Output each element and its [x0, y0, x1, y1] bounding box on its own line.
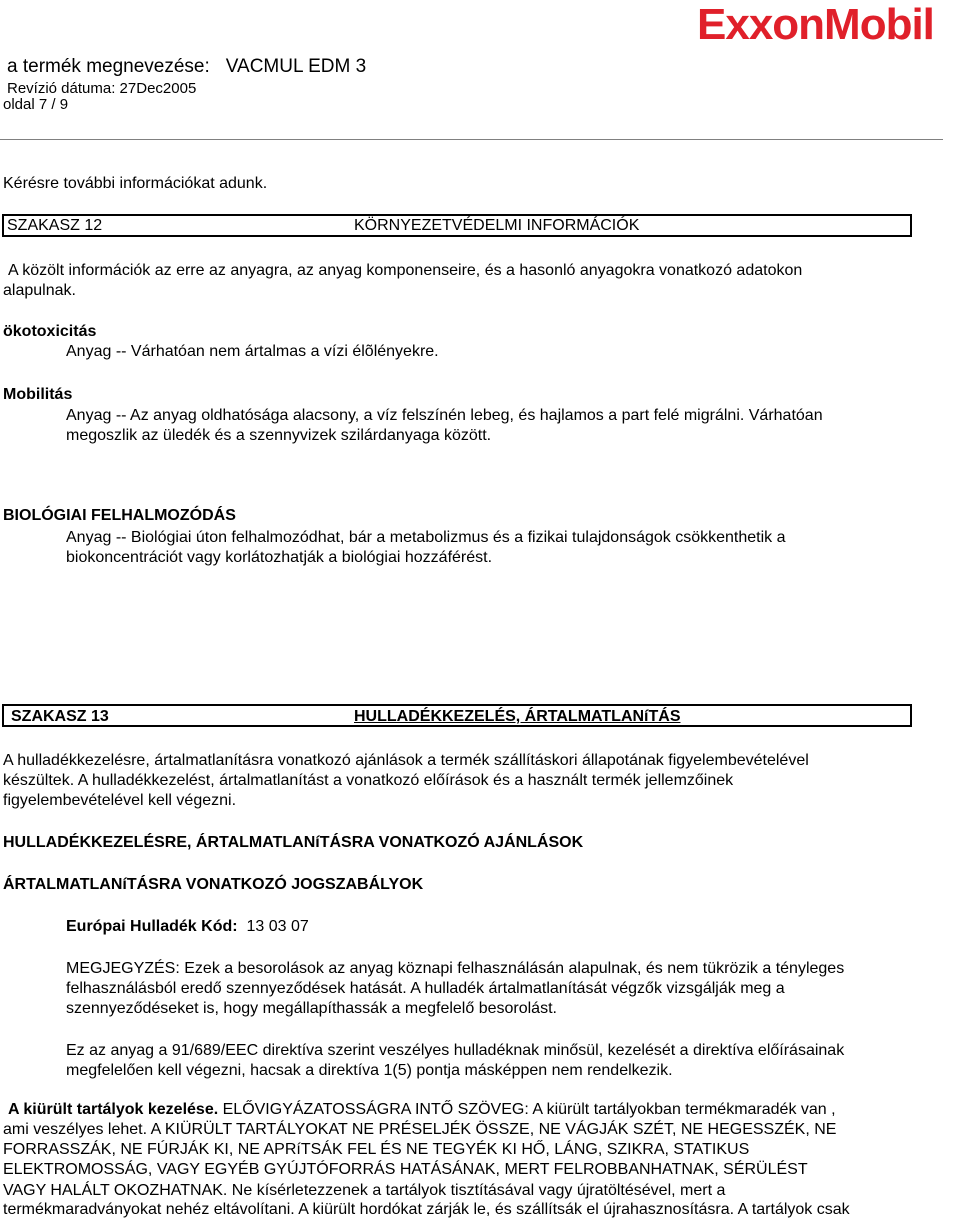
- empty-containers-text-5: VAGY HALÁLT OKOZHATNAK. Ne kísérletezzenek a tartályok tisztításával vagy újratöltésével, mert a: [3, 1182, 726, 1199]
- section-12-title: KÖRNYEZETVÉDELMI INFORMÁCIÓK: [354, 217, 640, 234]
- note-text-1: MEGJEGYZÉS: Ezek a besorolások az anyag köznapi felhasználásán alapulnak, és nem tükrözik a tényleges: [66, 960, 845, 977]
- empty-containers-line-1: [8, 1100, 836, 1120]
- directive-text-2: megfelelően kell végezni, hacsak a direktíva 1(5) pontja másképpen nem rendelkezik.: [66, 1062, 673, 1079]
- empty-containers-text-4: ELEKTROMOSSÁG, VAGY EGYÉB GYÚJTÓFORRÁS HATÁSÁNAK, MERT FELROBBANHATNAK, SÉRÜLÉST: [3, 1161, 808, 1178]
- mobility-text-2: megoszlik az üledék és a szennyvizek szilárdanyaga között.: [66, 427, 492, 444]
- empty-containers-text-2: ami veszélyes lehet. A KIÜRÜLT TARTÁLYOKAT NE PRÉSELJÉK ÖSSZE, NE VÁGJÁK SZÉT, NE HEGESSZÉK, NE: [3, 1121, 837, 1138]
- empty-containers-text-6: termékmaradványokat nehéz eltávolítani. A kiürült hordókat zárják le, és szállítsák el újrahasznosításra. A tartályok csak: [3, 1201, 850, 1218]
- waste-code-line: [66, 917, 309, 937]
- recommendations-heading: HULLADÉKKEZELÉSRE, ÁRTALMATLANíTÁSRA VONATKOZÓ AJÁNLÁSOK: [3, 834, 584, 851]
- mobility-heading: Mobilitás: [3, 386, 73, 403]
- note-text-2: felhasználásból eredő szennyeződések hatását. A hulladék ártalmatlanítását végzők vizsgálják meg a: [66, 980, 785, 997]
- page-number: oldal 7 / 9: [3, 96, 69, 113]
- product-label: a termék megnevezése:: [7, 56, 210, 77]
- empty-containers-text-1: ELŐVIGYÁZATOSSÁGRA INTŐ SZÖVEG: A kiürült tartályokban termékmaradék van ,: [218, 1101, 836, 1118]
- waste-code-label: Európai Hulladék Kód:: [66, 918, 238, 935]
- bioaccumulation-text-1: Anyag -- Biológiai úton felhalmozódhat, bár a metabolizmus és a fizikai tulajdonságok csökkenthetik a: [66, 529, 786, 546]
- section-13-lead-3: figyelembevételével kell végezni.: [3, 792, 237, 809]
- empty-containers-heading: A kiürült tartályok kezelése.: [8, 1101, 219, 1118]
- section-12-number: SZAKASZ 12: [7, 217, 103, 234]
- mobility-text-1: Anyag -- Az anyag oldhatósága alacsony, a víz felszínén lebeg, és hajlamos a part felé migrálni. Várhatóan: [66, 407, 823, 424]
- bioaccumulation-text-2: biokoncentrációt vagy korlátozhatják a biológiai hozzáférést.: [66, 549, 493, 566]
- header-divider: [0, 139, 943, 140]
- note-text-3: szennyeződéseket is, hogy megállapíthassák a megfelelő besorolást.: [66, 1000, 557, 1017]
- directive-text-1: Ez az anyag a 91/689/EEC direktíva szerint veszélyes hulladéknak minősül, kezelését a direktíva előírásainak: [66, 1042, 845, 1059]
- bioaccumulation-heading: BIOLÓGIAI FELHALMOZÓDÁS: [3, 507, 236, 524]
- section-13-lead-2: készültek. A hulladékkezelést, ártalmatlanítást a vonatkozó előírások és a használt termék jellemzőinek: [3, 772, 734, 789]
- product-name-line: [7, 56, 366, 78]
- ecotoxicity-heading: ökotoxicitás: [3, 323, 97, 340]
- section-13-title: HULLADÉKKEZELÉS, ÁRTALMATLANíTÁS: [354, 708, 681, 725]
- regulations-heading: ÁRTALMATLANíTÁSRA VONATKOZÓ JOGSZABÁLYOK: [3, 876, 424, 893]
- section-12-header: [2, 214, 912, 237]
- section-13-header: [2, 704, 912, 727]
- section-12-lead-2: alapulnak.: [3, 282, 76, 299]
- section-12-lead-1: A közölt információk az erre az anyagra, az anyag komponenseire, és a hasonló anyagokra vonatkozó adatokon: [8, 262, 803, 279]
- ecotoxicity-text: Anyag -- Várhatóan nem ártalmas a vízi élõlényekre.: [66, 343, 439, 360]
- empty-containers-text-3: FORRASSZÁK, NE FÚRJÁK KI, NE APRíTSÁK FEL ÉS NE TEGYÉK KI HŐ, LÁNG, SZIKRA, STATIKUS: [3, 1141, 750, 1158]
- section-13-number: SZAKASZ 13: [11, 708, 109, 725]
- section-13-lead-1: A hulladékkezelésre, ártalmatlanításra vonatkozó ajánlások a termék szállításkori állapotának figyelembevételével: [3, 752, 809, 769]
- company-logo: ExxonMobil: [697, 0, 934, 49]
- intro-text: Kérésre további információkat adunk.: [3, 175, 268, 192]
- product-value: VACMUL EDM 3: [225, 56, 367, 77]
- revision-date: Revízió dátuma: 27Dec2005: [7, 80, 197, 97]
- waste-code-value: 13 03 07: [246, 918, 309, 935]
